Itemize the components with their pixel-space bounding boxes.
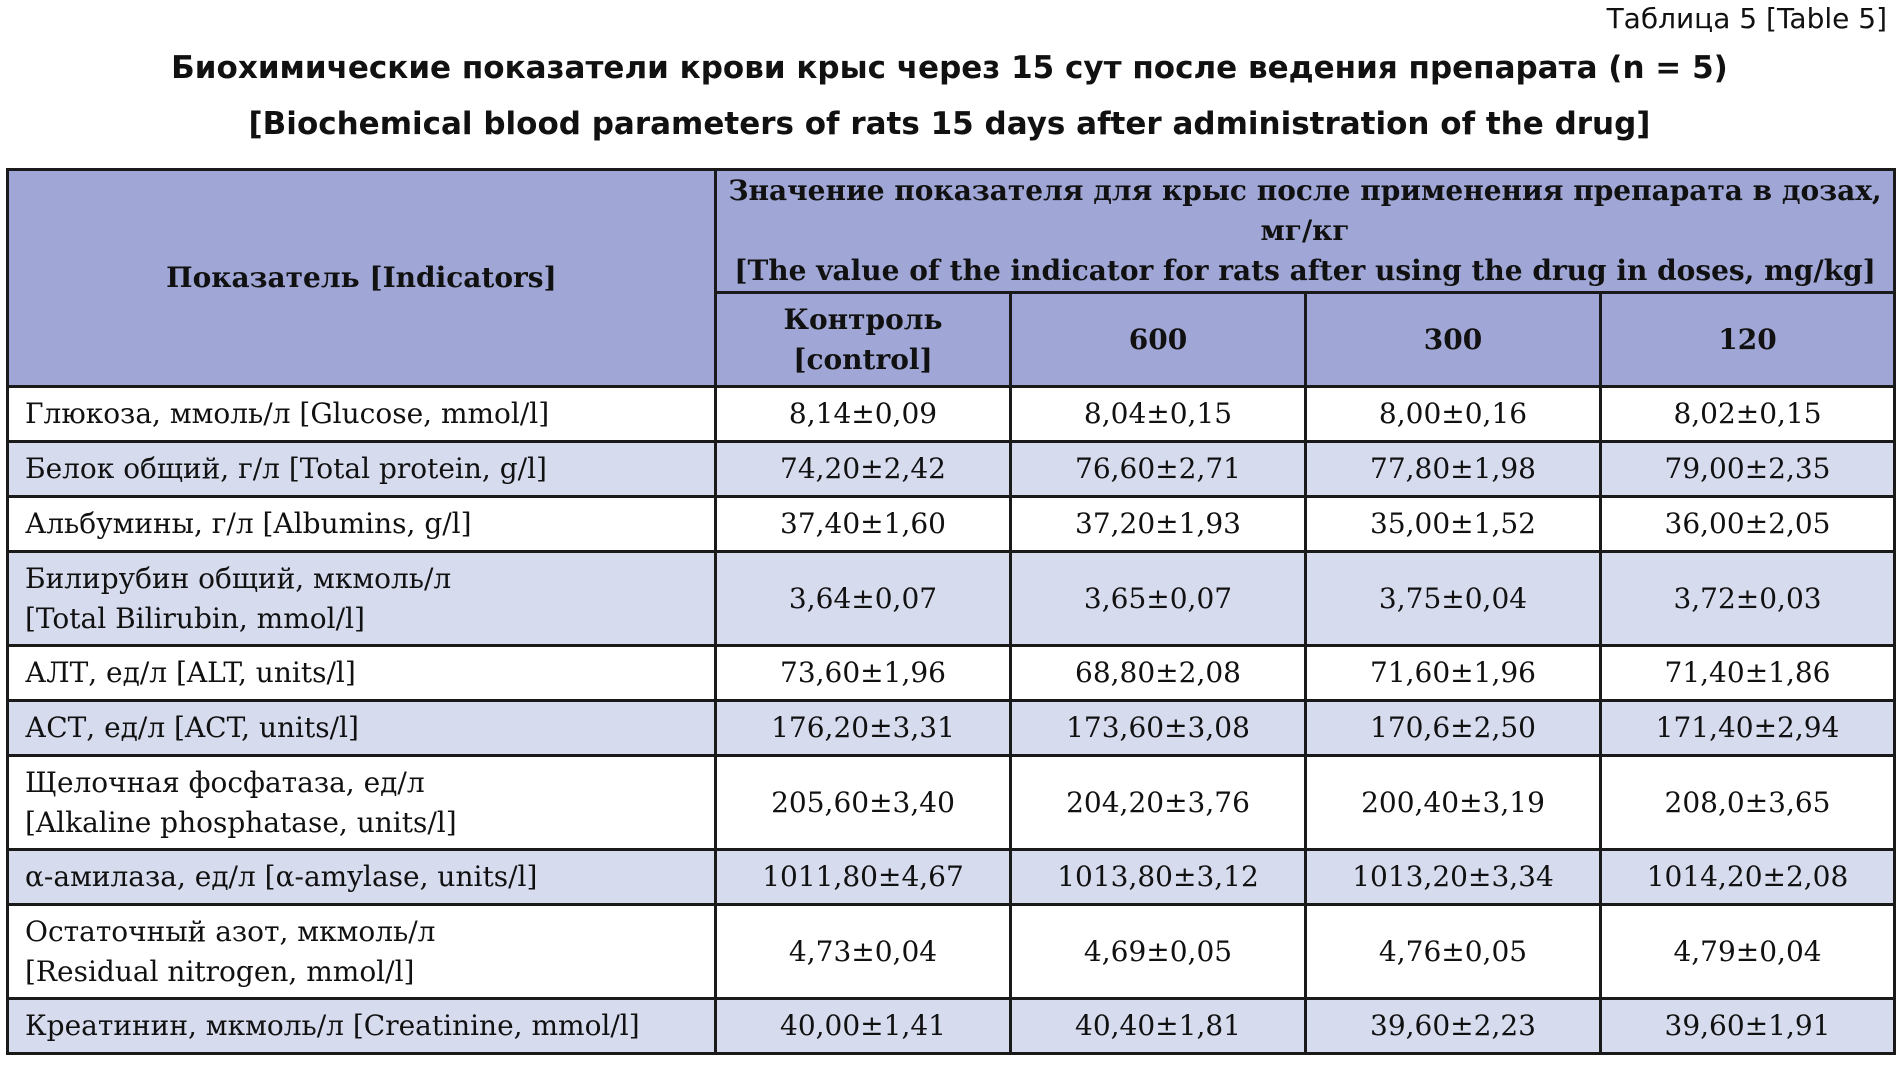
value-control: 4,73±0,04 bbox=[716, 905, 1011, 999]
value-120: 39,60±1,91 bbox=[1601, 999, 1895, 1054]
value-control: 176,20±3,31 bbox=[716, 701, 1011, 756]
table-row bbox=[8, 701, 1895, 756]
indicator-cell bbox=[8, 850, 716, 905]
table-row bbox=[8, 646, 1895, 701]
value-120: 8,02±0,15 bbox=[1601, 387, 1895, 442]
header-control bbox=[716, 293, 1011, 387]
value-120: 71,40±1,86 bbox=[1601, 646, 1895, 701]
indicator-cell bbox=[8, 701, 716, 756]
header-dose-300: 300 bbox=[1306, 293, 1601, 387]
value-600: 3,65±0,07 bbox=[1011, 552, 1306, 646]
value-300: 8,00±0,16 bbox=[1306, 387, 1601, 442]
header-dose-group bbox=[716, 170, 1895, 293]
value-300: 170,6±2,50 bbox=[1306, 701, 1601, 756]
value-600: 4,69±0,05 bbox=[1011, 905, 1306, 999]
table-label: Таблица 5 [Table 5] bbox=[1606, 2, 1887, 35]
indicator-cell bbox=[8, 442, 716, 497]
value-600: 68,80±2,08 bbox=[1011, 646, 1306, 701]
value-600: 40,40±1,81 bbox=[1011, 999, 1306, 1054]
value-120: 171,40±2,94 bbox=[1601, 701, 1895, 756]
value-control: 3,64±0,07 bbox=[716, 552, 1011, 646]
indicator-line: Альбумины, г/л [Albumins, g/l] bbox=[25, 507, 472, 540]
value-120: 1014,20±2,08 bbox=[1601, 850, 1895, 905]
indicator-line: α-амилаза, ед/л [α-amylase, units/l] bbox=[25, 860, 538, 893]
indicator-cell bbox=[8, 646, 716, 701]
table-row bbox=[8, 999, 1895, 1054]
value-300: 4,76±0,05 bbox=[1306, 905, 1601, 999]
header-control-ru: Контроль bbox=[783, 302, 943, 336]
value-600: 76,60±2,71 bbox=[1011, 442, 1306, 497]
value-300: 39,60±2,23 bbox=[1306, 999, 1601, 1054]
value-control: 205,60±3,40 bbox=[716, 756, 1011, 850]
value-120: 3,72±0,03 bbox=[1601, 552, 1895, 646]
indicator-line: [Residual nitrogen, mmol/l] bbox=[25, 954, 415, 988]
table-row bbox=[8, 552, 1895, 646]
indicator-line: Билирубин общий, мкмоль/л bbox=[25, 561, 452, 595]
table-row bbox=[8, 850, 1895, 905]
header-control-en: [control] bbox=[793, 342, 933, 376]
header-dose-600: 600 bbox=[1011, 293, 1306, 387]
header-dose-group-ru: Значение показателя для крыс после применения препарата в дозах, мг/кг bbox=[728, 174, 1882, 247]
indicator-line: АЛТ, ед/л [ALT, units/l] bbox=[25, 656, 356, 689]
table-title-en: [Biochemical blood parameters of rats 15 days after administration of the drug] bbox=[248, 106, 1651, 142]
value-control: 73,60±1,96 bbox=[716, 646, 1011, 701]
indicator-cell bbox=[8, 905, 716, 999]
indicator-cell bbox=[8, 497, 716, 552]
value-control: 8,14±0,09 bbox=[716, 387, 1011, 442]
biochemical-table bbox=[6, 168, 1896, 1055]
value-300: 200,40±3,19 bbox=[1306, 756, 1601, 850]
indicator-cell bbox=[8, 552, 716, 646]
value-600: 8,04±0,15 bbox=[1011, 387, 1306, 442]
table-title-ru: Биохимические показатели крови крыс через 15 сут после ведения препарата (n = 5) bbox=[171, 50, 1728, 86]
value-control: 37,40±1,60 bbox=[716, 497, 1011, 552]
indicator-line: Белок общий, г/л [Total protein, g/l] bbox=[25, 452, 547, 485]
value-600: 204,20±3,76 bbox=[1011, 756, 1306, 850]
table-row bbox=[8, 387, 1895, 442]
indicator-line: АСТ, ед/л [ACT, units/l] bbox=[25, 711, 359, 744]
value-control: 1011,80±4,67 bbox=[716, 850, 1011, 905]
value-600: 37,20±1,93 bbox=[1011, 497, 1306, 552]
value-300: 77,80±1,98 bbox=[1306, 442, 1601, 497]
table-row bbox=[8, 905, 1895, 999]
value-control: 74,20±2,42 bbox=[716, 442, 1011, 497]
value-300: 71,60±1,96 bbox=[1306, 646, 1601, 701]
header-dose-120: 120 bbox=[1601, 293, 1895, 387]
header-dose-group-en: [The value of the indicator for rats after using the drug in doses, mg/kg] bbox=[734, 254, 1876, 287]
indicator-line: Остаточный азот, мкмоль/л bbox=[25, 914, 436, 948]
value-600: 1013,80±3,12 bbox=[1011, 850, 1306, 905]
table-row bbox=[8, 442, 1895, 497]
indicator-line: [Total Bilirubin, mmol/l] bbox=[25, 601, 365, 635]
value-120: 4,79±0,04 bbox=[1601, 905, 1895, 999]
value-120: 79,00±2,35 bbox=[1601, 442, 1895, 497]
indicator-cell bbox=[8, 999, 716, 1054]
value-300: 35,00±1,52 bbox=[1306, 497, 1601, 552]
value-control: 40,00±1,41 bbox=[716, 999, 1011, 1054]
indicator-cell bbox=[8, 387, 716, 442]
indicator-line: Щелочная фосфатаза, ед/л bbox=[25, 765, 425, 799]
value-120: 36,00±2,05 bbox=[1601, 497, 1895, 552]
indicator-cell bbox=[8, 756, 716, 850]
indicator-line: Креатинин, мкмоль/л [Creatinine, mmol/l] bbox=[25, 1009, 640, 1042]
value-600: 173,60±3,08 bbox=[1011, 701, 1306, 756]
indicator-line: [Alkaline phosphatase, units/l] bbox=[25, 805, 457, 839]
value-300: 1013,20±3,34 bbox=[1306, 850, 1601, 905]
header-indicator: Показатель [Indicators] bbox=[8, 170, 716, 387]
table-row bbox=[8, 756, 1895, 850]
table-row bbox=[8, 497, 1895, 552]
value-300: 3,75±0,04 bbox=[1306, 552, 1601, 646]
value-120: 208,0±3,65 bbox=[1601, 756, 1895, 850]
indicator-line: Глюкоза, ммоль/л [Glucose, mmol/l] bbox=[25, 397, 550, 430]
